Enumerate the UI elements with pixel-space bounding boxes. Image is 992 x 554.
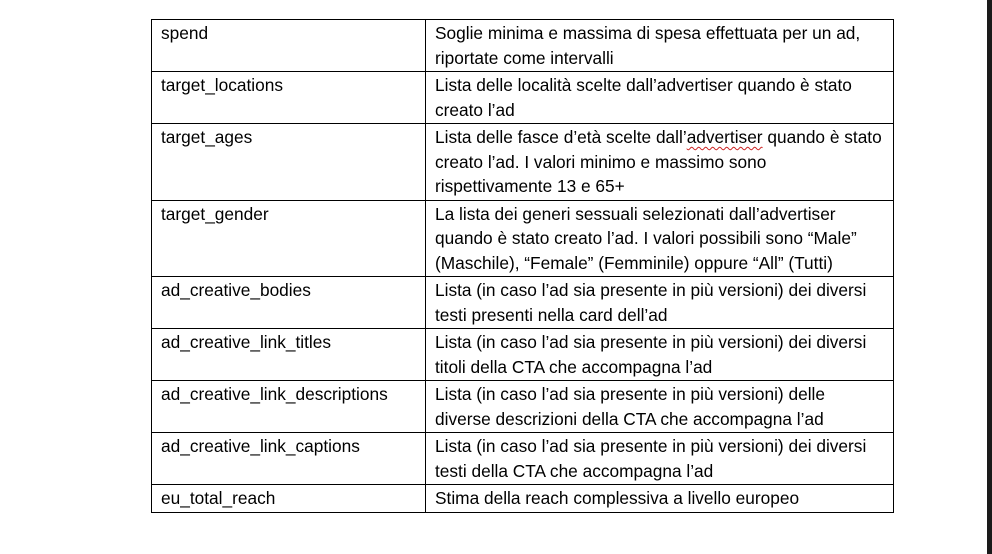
table-row bbox=[152, 200, 894, 277]
description-text: Lista delle fasce d’età scelte dall’ bbox=[435, 127, 687, 147]
table-row bbox=[152, 329, 894, 381]
field-name-cell: eu_total_reach bbox=[152, 485, 426, 513]
field-definitions-table bbox=[151, 19, 894, 513]
field-name-cell: target_ages bbox=[152, 124, 426, 201]
table-row bbox=[152, 20, 894, 72]
table-row bbox=[152, 433, 894, 485]
field-description-cell: Lista (in caso l’ad sia presente in più versioni) delle diverse descrizioni della CTA che accompagna l’ad bbox=[426, 381, 894, 433]
field-description-cell bbox=[426, 124, 894, 201]
spellcheck-flagged-word[interactable]: advertiser bbox=[686, 127, 763, 147]
field-name-cell: ad_creative_link_captions bbox=[152, 433, 426, 485]
description-text: quando è stato creato l’ad. I valori minimo e massimo sono rispettivamente 13 e 65+ bbox=[435, 127, 882, 196]
field-name-cell: ad_creative_link_descriptions bbox=[152, 381, 426, 433]
field-description-cell: La lista dei generi sessuali selezionati dall’advertiser quando è stato creato l’ad. I valori possibili sono “Male” (Maschile), “Female” (Femminile) oppure “All” (Tutti) bbox=[426, 200, 894, 277]
field-description-cell: Soglie minima e massima di spesa effettuata per un ad, riportate come intervalli bbox=[426, 20, 894, 72]
field-name-cell: spend bbox=[152, 20, 426, 72]
field-description-cell: Lista (in caso l’ad sia presente in più versioni) dei diversi testi presenti nella card dell’ad bbox=[426, 277, 894, 329]
field-name-cell: ad_creative_bodies bbox=[152, 277, 426, 329]
table-row bbox=[152, 124, 894, 201]
table-row bbox=[152, 485, 894, 513]
field-description-cell: Stima della reach complessiva a livello europeo bbox=[426, 485, 894, 513]
table-row bbox=[152, 277, 894, 329]
field-name-cell: target_gender bbox=[152, 200, 426, 277]
window-right-edge bbox=[987, 0, 992, 554]
field-description-cell: Lista (in caso l’ad sia presente in più versioni) dei diversi testi della CTA che accompagna l’ad bbox=[426, 433, 894, 485]
table-row bbox=[152, 72, 894, 124]
field-description-cell: Lista (in caso l’ad sia presente in più versioni) dei diversi titoli della CTA che accompagna l’ad bbox=[426, 329, 894, 381]
field-name-cell: ad_creative_link_titles bbox=[152, 329, 426, 381]
field-description-cell: Lista delle località scelte dall’advertiser quando è stato creato l’ad bbox=[426, 72, 894, 124]
table-row bbox=[152, 381, 894, 433]
field-name-cell: target_locations bbox=[152, 72, 426, 124]
